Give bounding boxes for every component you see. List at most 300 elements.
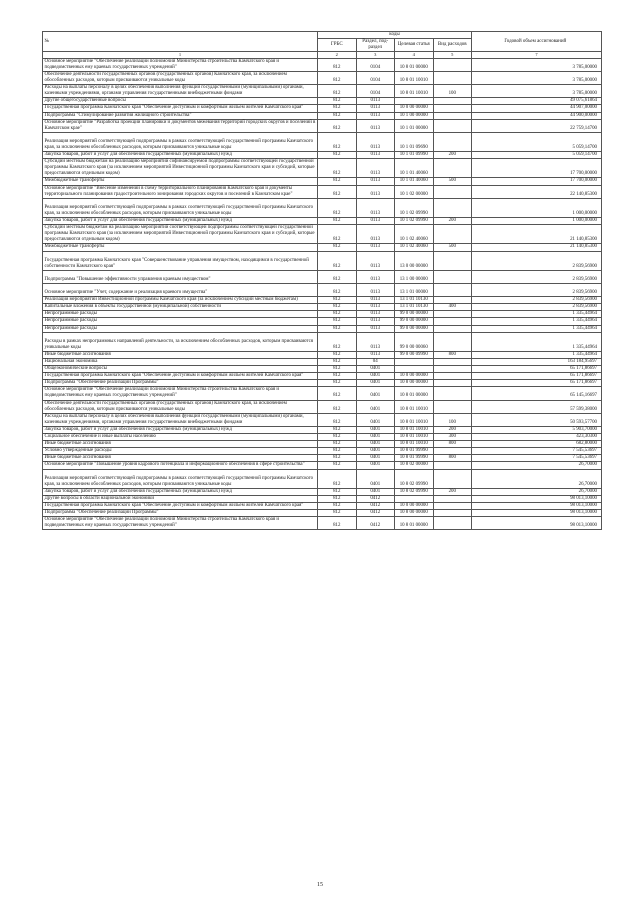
table-row — [43, 441, 602, 448]
row-target: 10 8 02 09990 — [395, 488, 434, 495]
row-target: 99 0 00 00060 — [395, 332, 434, 351]
row-expense-type — [433, 270, 472, 283]
row-expense-type — [433, 495, 472, 502]
row-grbs: 812 — [318, 198, 357, 217]
row-target: 10 1 00 00000 — [395, 112, 434, 119]
row-section: 0104 — [356, 58, 395, 71]
row-target: 10 1 01 00000 — [395, 119, 434, 132]
row-section: 0113 — [356, 332, 395, 351]
row-expense-type: 200 — [433, 218, 472, 225]
row-grbs: 812 — [318, 510, 357, 517]
row-name: Основное мероприятие "Обеспечение реализации полномочий Министерства строительства Камчатского края и подведомственных ему краевых государственных учреждений" — [43, 58, 318, 71]
row-expense-type — [433, 198, 472, 217]
table-row — [43, 85, 602, 98]
row-name: Закупка товаров, работ и услуг для обеспечения государственных (муниципальных) нужд — [43, 218, 318, 225]
row-expense-type: 300 — [433, 434, 472, 441]
row-sum: 17 700,00000 — [472, 178, 602, 185]
row-target: 10 1 01 40060 — [395, 159, 434, 178]
row-section: 0113 — [356, 185, 395, 198]
row-sum: 1 000,00000 — [472, 218, 602, 225]
row-target: 10 8 00 00000 — [395, 380, 434, 387]
row-name: Субсидии местным бюджетам на реализацию мероприятий софинансируемой подпрограммы соответствующей государственной программы Камчатского края (за исключением мероприятий Инвестиционной программы Камчатского края и субсидий, которые предоставляются отдельным кодом) — [43, 159, 318, 178]
row-section: 0113 — [356, 270, 395, 283]
row-grbs: 812 — [318, 152, 357, 159]
table-row — [43, 297, 602, 304]
row-name: Другие вопросы в области национальной экономики — [43, 495, 318, 502]
row-sum: 98 013,10000 — [472, 517, 602, 530]
row-name: Непрограммные расходы — [43, 325, 318, 332]
row-section: 0113 — [356, 251, 395, 270]
row-target: 10 8 01 99990 — [395, 448, 434, 455]
row-expense-type — [433, 469, 472, 488]
row-target: 13 0 00 00000 — [395, 251, 434, 270]
table-row — [43, 112, 602, 119]
row-section: 0113 — [356, 178, 395, 185]
row-grbs: 812 — [318, 426, 357, 433]
row-expense-type — [433, 105, 472, 112]
row-name: Основное мероприятие "Внесение изменений в схему территориального планирования Камчатского края и документы территориального планирования градостроительного зонирования городских округов и поселений в Камчатском крае" — [43, 185, 318, 198]
row-sum: 17 700,00000 — [472, 159, 602, 178]
row-target: 10 1 02 09990 — [395, 198, 434, 217]
row-sum: 3 785,00000 — [472, 58, 602, 71]
row-sum: 1 335,44964 — [472, 332, 602, 351]
row-grbs: 812 — [318, 413, 357, 426]
row-sum: 1 335,44964 — [472, 311, 602, 318]
row-name: Межбюджетные трансферты — [43, 178, 318, 185]
table-row — [43, 387, 602, 400]
row-section: 0113 — [356, 152, 395, 159]
table-row — [43, 58, 602, 71]
table-row — [43, 455, 602, 462]
row-grbs: 812 — [318, 448, 357, 455]
row-target: 10 1 02 09990 — [395, 218, 434, 225]
page-number: 15 — [317, 882, 323, 888]
row-target: 13 1 01 10130 — [395, 304, 434, 311]
row-name: Реализация мероприятий соответствующей подпрограммы в рамках соответствующей государственной программы Камчатского края, за исключением обособленных расходов, которым присваиваются уникальные коды — [43, 132, 318, 151]
row-sum: 2 839,56900 — [472, 304, 602, 311]
table-row — [43, 270, 602, 283]
table-row — [43, 119, 602, 132]
row-expense-type — [433, 297, 472, 304]
row-grbs: 812 — [318, 517, 357, 530]
row-section: 0412 — [356, 510, 395, 517]
row-sum: 57 599,38000 — [472, 400, 602, 413]
column-number: 1 — [43, 52, 318, 59]
row-sum: 423,30300 — [472, 434, 602, 441]
row-section: 0113 — [356, 325, 395, 332]
row-section: 0412 — [356, 517, 395, 530]
row-section: 0401 — [356, 413, 395, 426]
table-row — [43, 380, 602, 387]
row-grbs: 812 — [318, 325, 357, 332]
row-section: 0104 — [356, 71, 395, 84]
row-section: 0113 — [356, 132, 395, 151]
row-section: 0401 — [356, 426, 395, 433]
header-target: Целевая статья — [395, 39, 434, 52]
row-section: 0104 — [356, 85, 395, 98]
row-target: 10 8 01 10010 — [395, 434, 434, 441]
row-section: 0401 — [356, 441, 395, 448]
row-expense-type — [433, 517, 472, 530]
row-name: Расходы в рамках непрограммных направлений деятельности, за исключением обособленных расходов, которым присваиваются уникальные коды — [43, 332, 318, 351]
row-section: 0113 — [356, 304, 395, 311]
row-section: 0113 — [356, 112, 395, 119]
budget-rows — [43, 58, 602, 530]
row-expense-type — [433, 132, 472, 151]
row-name: Реализация мероприятий соответствующей подпрограммы в рамках соответствующей государственной программы Камчатского края, за исключением обособленных расходов, которым присваиваются уникальные коды — [43, 469, 318, 488]
row-grbs: 812 — [318, 283, 357, 296]
table-row — [43, 502, 602, 509]
row-sum: 22 140,85300 — [472, 185, 602, 198]
row-grbs: 812 — [318, 351, 357, 358]
row-sum: 2 839,56900 — [472, 297, 602, 304]
row-expense-type: 400 — [433, 304, 472, 311]
row-grbs: 812 — [318, 488, 357, 495]
row-expense-type — [433, 283, 472, 296]
header-expense-type: Вид расходов — [433, 39, 472, 52]
row-grbs: 812 — [318, 332, 357, 351]
table-row — [43, 462, 602, 469]
row-sum: 2 839,56900 — [472, 283, 602, 296]
row-section: 0412 — [356, 502, 395, 509]
row-grbs: 812 — [318, 455, 357, 462]
row-name: Подпрограмма "Обеспечение реализации Программы" — [43, 510, 318, 517]
row-expense-type — [433, 462, 472, 469]
table-row — [43, 413, 602, 426]
row-sum: 3 785,00000 — [472, 71, 602, 84]
row-sum: 50 593,57700 — [472, 413, 602, 426]
row-name: Государственная программа Камчатского края "Совершенствование управления имуществом, находящимся в государственной собственности Камчатского края" — [43, 251, 318, 270]
table-row — [43, 132, 602, 151]
row-grbs: 812 — [318, 270, 357, 283]
row-name: Капитальные вложения в объекты государственной (муниципальной) собственности — [43, 304, 318, 311]
row-section: 0113 — [356, 159, 395, 178]
row-target — [395, 495, 434, 502]
row-grbs: 812 — [318, 185, 357, 198]
row-grbs: 812 — [318, 387, 357, 400]
row-grbs: 812 — [318, 119, 357, 132]
row-expense-type — [433, 502, 472, 509]
row-target: 10 1 01 09990 — [395, 152, 434, 159]
table-row — [43, 218, 602, 225]
row-target: 10 0 00 00000 — [395, 502, 434, 509]
row-target: 10 8 01 00000 — [395, 387, 434, 400]
row-target: 10 8 02 09990 — [395, 469, 434, 488]
row-expense-type — [433, 58, 472, 71]
row-grbs: 812 — [318, 71, 357, 84]
row-expense-type: 200 — [433, 152, 472, 159]
row-expense-type: 800 — [433, 455, 472, 462]
table-row — [43, 373, 602, 380]
row-target: 99 0 00 09990 — [395, 351, 434, 358]
row-target: 13 1 01 00000 — [395, 283, 434, 296]
row-expense-type — [433, 185, 472, 198]
row-name: Основное мероприятие "Разработка проекции планировки и документов межевания территорий городских округов и поселений в Камчатском крае" — [43, 119, 318, 132]
table-row — [43, 185, 602, 198]
row-sum: 5 059,14700 — [472, 132, 602, 151]
table-row — [43, 325, 602, 332]
row-name: Подпрограмма "Обеспечение реализации Программы" — [43, 380, 318, 387]
table-row — [43, 152, 602, 159]
row-grbs: 812 — [318, 359, 357, 366]
row-section: 0113 — [356, 318, 395, 325]
row-expense-type — [433, 318, 472, 325]
row-target: 13 1 01 10130 — [395, 297, 434, 304]
row-grbs: 812 — [318, 441, 357, 448]
row-sum: 65 145,16697 — [472, 387, 602, 400]
row-grbs: 812 — [318, 400, 357, 413]
row-name: Основное мероприятие "Учет, содержание и реализация краевого имущества" — [43, 283, 318, 296]
table-row — [43, 332, 602, 351]
row-expense-type — [433, 112, 472, 119]
column-number: 3 — [356, 52, 395, 59]
row-name: Закупка товаров, работ и услуг для обеспечения государственных (муниципальных) нужд — [43, 152, 318, 159]
row-section: 0401 — [356, 400, 395, 413]
row-grbs: 812 — [318, 304, 357, 311]
table-row — [43, 426, 602, 433]
table-row — [43, 311, 602, 318]
row-expense-type — [433, 71, 472, 84]
row-sum: 3 785,00000 — [472, 85, 602, 98]
row-section: 04 — [356, 359, 395, 366]
table-row — [43, 105, 602, 112]
row-target: 99 0 00 00000 — [395, 325, 434, 332]
table-row — [43, 251, 602, 270]
row-sum: 682,80000 — [472, 441, 602, 448]
header-section: Раздел, под-раздел — [356, 39, 395, 52]
row-sum: 65 171,86697 — [472, 373, 602, 380]
row-section: 0401 — [356, 434, 395, 441]
header-row-top — [43, 32, 602, 39]
header-volume: Годовой объем ассигнований — [472, 32, 602, 52]
row-name: Реализация мероприятий соответствующей подпрограммы в рамках соответствующей государственной программы Камчатского края, за исключением обособленных расходов, которым присваиваются уникальные коды — [43, 198, 318, 217]
row-grbs: 812 — [318, 318, 357, 325]
table-row — [43, 244, 602, 251]
row-section: 0401 — [356, 488, 395, 495]
row-section: 0401 — [356, 462, 395, 469]
row-target: 10 0 00 00000 — [395, 105, 434, 112]
row-section: 0113 — [356, 105, 395, 112]
row-name: Условно утвержденные расходы — [43, 448, 318, 455]
row-name: Государственная программа Камчатского края "Обеспечение доступным и комфортным жильем жителей Камчатского края" — [43, 502, 318, 509]
row-section: 0401 — [356, 387, 395, 400]
table-row — [43, 359, 602, 366]
row-expense-type — [433, 159, 472, 178]
table-row — [43, 318, 602, 325]
row-target: 10 8 01 10010 — [395, 400, 434, 413]
row-target: 10 8 01 00000 — [395, 517, 434, 530]
row-sum: 1 335,44964 — [472, 325, 602, 332]
table-row — [43, 71, 602, 84]
row-name: Национальная экономика — [43, 359, 318, 366]
table-row — [43, 351, 602, 358]
row-target: 10 8 01 00000 — [395, 58, 434, 71]
row-section: 0401 — [356, 455, 395, 462]
row-name: Непрограммные расходы — [43, 311, 318, 318]
row-grbs: 812 — [318, 159, 357, 178]
row-sum: 26,70000 — [472, 462, 602, 469]
row-name: Иные бюджетные ассигнования — [43, 441, 318, 448]
row-target — [395, 359, 434, 366]
row-grbs: 812 — [318, 502, 357, 509]
row-sum: 7 545,53697 — [472, 455, 602, 462]
row-name: Общеэкономические вопросы — [43, 366, 318, 373]
row-name: Государственная программа Камчатского края "Обеспечение доступным и комфортным жильем жителей Камчатского края" — [43, 105, 318, 112]
table-row — [43, 198, 602, 217]
row-expense-type: 800 — [433, 441, 472, 448]
row-name: Государственная программа Камчатского края "Обеспечение доступным и комфортным жильем жителей Камчатского края" — [43, 373, 318, 380]
row-expense-type — [433, 225, 472, 244]
row-expense-type: 200 — [433, 426, 472, 433]
row-grbs: 812 — [318, 366, 357, 373]
table-row — [43, 469, 602, 488]
row-name: Расходы на выплаты персоналу в целях обеспечения выполнения функций государственными (муниципальными) органами, казенными учреждениями, органами управления государственными внебюджетными фондами — [43, 85, 318, 98]
row-sum: 1 000,00000 — [472, 198, 602, 217]
row-grbs: 812 — [318, 495, 357, 502]
row-name: Иные бюджетные ассигнования — [43, 455, 318, 462]
budget-table-page — [42, 31, 602, 530]
row-name: Подпрограмма "Стимулирование развития жилищного строительства" — [43, 112, 318, 119]
row-grbs: 812 — [318, 251, 357, 270]
row-target: 10 8 02 00000 — [395, 462, 434, 469]
row-name: Основное мероприятие "Обеспечение реализации полномочий Министерства строительства Камчатского края и подведомственных ему краевых государственных учреждений" — [43, 517, 318, 530]
row-section: 0113 — [356, 98, 395, 105]
row-grbs: 812 — [318, 112, 357, 119]
row-expense-type — [433, 251, 472, 270]
row-section: 0401 — [356, 469, 395, 488]
row-name: Обеспечение деятельности государственных органов (государственных органов) Камчатского края, за исключением обособленных расходов, которым присваиваются уникальные коды — [43, 400, 318, 413]
header-codes: коды — [318, 32, 472, 39]
table-row — [43, 98, 602, 105]
row-target: 10 1 01 09690 — [395, 132, 434, 151]
row-target: 10 1 02 40060 — [395, 225, 434, 244]
row-name: Расходы на выплаты персоналу в целях обеспечения выполнения функций государственными (муниципальными) органами, казенными учреждениями, органами управления государственными внебюджетными фондами — [43, 413, 318, 426]
row-name: Непрограммные расходы — [43, 318, 318, 325]
row-grbs: 812 — [318, 178, 357, 185]
row-grbs: 812 — [318, 105, 357, 112]
row-grbs: 812 — [318, 380, 357, 387]
row-target: 99 0 00 00000 — [395, 318, 434, 325]
row-section: 0113 — [356, 225, 395, 244]
row-grbs: 812 — [318, 373, 357, 380]
row-sum: 2 839,56900 — [472, 270, 602, 283]
row-grbs: 812 — [318, 297, 357, 304]
table-row — [43, 304, 602, 311]
row-expense-type — [433, 400, 472, 413]
row-sum: 26,70000 — [472, 469, 602, 488]
row-section: 0113 — [356, 283, 395, 296]
row-target: 10 1 01 40060 — [395, 178, 434, 185]
row-grbs: 812 — [318, 434, 357, 441]
row-expense-type — [433, 311, 472, 318]
row-sum: 21 140,85300 — [472, 225, 602, 244]
row-target: 10 8 01 10010 — [395, 413, 434, 426]
row-expense-type — [433, 387, 472, 400]
table-row — [43, 225, 602, 244]
row-target: 10 1 02 00000 — [395, 185, 434, 198]
row-name: Основное мероприятие "Повышение уровня кадрового потенциала и информационного обеспечения в сфере строительства" — [43, 462, 318, 469]
table-row — [43, 488, 602, 495]
row-expense-type — [433, 366, 472, 373]
row-name: Основное мероприятие "Обеспечение реализации полномочий Министерства строительства Камчатского края и подведомственных ему краевых государственных учреждений" — [43, 387, 318, 400]
row-name: Межбюджетные трансферты — [43, 244, 318, 251]
row-name: Закупка товаров, работ и услуг для обеспечения государственных (муниципальных) нужд — [43, 488, 318, 495]
row-expense-type: 100 — [433, 85, 472, 98]
row-expense-type — [433, 325, 472, 332]
row-target: 99 0 00 00000 — [395, 311, 434, 318]
row-expense-type — [433, 119, 472, 132]
row-sum: 5 903,70000 — [472, 426, 602, 433]
row-sum: 26,70000 — [472, 488, 602, 495]
header-grbs: ГРБС — [318, 39, 357, 52]
row-sum: 98 013,10000 — [472, 510, 602, 517]
row-section: 0412 — [356, 495, 395, 502]
row-section: 0113 — [356, 218, 395, 225]
row-target: 10 1 02 40060 — [395, 244, 434, 251]
row-expense-type — [433, 380, 472, 387]
row-name: Иные бюджетные ассигнования — [43, 351, 318, 358]
table-row — [43, 400, 602, 413]
row-sum: 7 545,53697 — [472, 448, 602, 455]
row-target — [395, 98, 434, 105]
column-number: 5 — [433, 52, 472, 59]
row-grbs: 812 — [318, 462, 357, 469]
row-grbs: 812 — [318, 98, 357, 105]
row-section: 0113 — [356, 311, 395, 318]
row-expense-type — [433, 373, 472, 380]
row-grbs: 812 — [318, 469, 357, 488]
row-sum: 5 059,14700 — [472, 152, 602, 159]
row-grbs: 812 — [318, 311, 357, 318]
row-sum: 1 335,44964 — [472, 351, 602, 358]
row-section: 0113 — [356, 198, 395, 217]
row-expense-type — [433, 98, 472, 105]
table-row — [43, 283, 602, 296]
row-sum: 1 335,44964 — [472, 318, 602, 325]
column-number: 4 — [395, 52, 434, 59]
row-sum: 22 759,14700 — [472, 119, 602, 132]
row-grbs: 812 — [318, 225, 357, 244]
row-sum: 44 900,00000 — [472, 112, 602, 119]
row-expense-type: 500 — [433, 178, 472, 185]
row-section: 0113 — [356, 244, 395, 251]
table-row — [43, 178, 602, 185]
row-expense-type — [433, 359, 472, 366]
row-section: 0401 — [356, 380, 395, 387]
row-sum: 65 171,86697 — [472, 380, 602, 387]
column-number: 2 — [318, 52, 357, 59]
row-grbs: 812 — [318, 58, 357, 71]
row-target: 10 8 01 10010 — [395, 426, 434, 433]
row-expense-type — [433, 448, 472, 455]
table-row — [43, 495, 602, 502]
row-sum: 2 839,56900 — [472, 251, 602, 270]
budget-table — [42, 31, 602, 530]
row-sum: 163 184,95697 — [472, 359, 602, 366]
table-row — [43, 159, 602, 178]
row-grbs: 812 — [318, 132, 357, 151]
table-row — [43, 517, 602, 530]
row-grbs: 812 — [318, 218, 357, 225]
row-target: 10 8 00 00000 — [395, 510, 434, 517]
row-sum: 21 140,85300 — [472, 244, 602, 251]
row-expense-type: 800 — [433, 351, 472, 358]
row-name: Субсидии местным бюджетам на реализацию мероприятий соответствующей подпрограммы соответствующей государственной программы Камчатского края (за исключением мероприятий Инвестиционной программы Камчатского края и субсидий, которые предоставляются отдельным кодом) — [43, 225, 318, 244]
header-number: № — [43, 32, 318, 52]
row-expense-type: 200 — [433, 488, 472, 495]
row-sum: 49 075,61864 — [472, 98, 602, 105]
row-target: 10 8 01 10010 — [395, 85, 434, 98]
